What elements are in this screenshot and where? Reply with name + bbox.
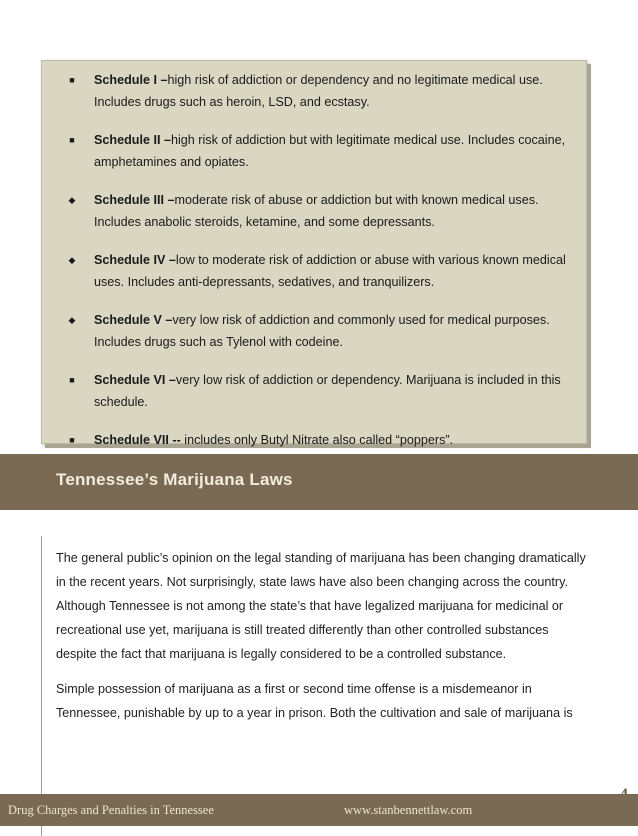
schedule-description: high risk of addiction but with legitimate medical use. Includes cocaine, amphetamines and opiates. bbox=[94, 133, 566, 169]
bullet-icon: ◆ bbox=[68, 315, 76, 325]
schedule-label: Schedule II – bbox=[94, 133, 171, 147]
bullet-icon: ■ bbox=[69, 75, 75, 85]
paragraph: The general public’s opinion on the legal standing of marijuana has been changing dramatically in the recent years. Not surprisingly, state laws have also been changing across the country. Although Tennessee is not among the state’s that have legalized marijuana for medicinal or recreational use yet, marijuana is still treated differently than other controlled substances despite the fact that marijuana is legally considered to be a controlled substance. bbox=[56, 551, 586, 661]
paragraph: Simple possession of marijuana as a first or second time offense is a misdemeanor in Tennessee, punishable by up to a year in prison. Both the cultivation and sale of marijuana is bbox=[56, 682, 573, 720]
schedule-label: Schedule III – bbox=[94, 193, 175, 207]
schedule-item-3 bbox=[67, 189, 576, 233]
bullet-icon: ◆ bbox=[68, 255, 76, 265]
drug-schedule-box bbox=[41, 60, 587, 447]
schedule-description: very low risk of addiction and commonly used for medical purposes. Includes drugs such as Tylenol with codeine. bbox=[94, 313, 550, 349]
section-header-band bbox=[0, 454, 638, 510]
schedule-label: Schedule IV – bbox=[94, 253, 176, 267]
schedule-item-6 bbox=[67, 369, 576, 413]
schedule-item-1 bbox=[67, 69, 576, 113]
left-divider bbox=[41, 536, 42, 836]
schedule-description: high risk of addiction or dependency and no legitimate medical use. Includes drugs such as heroin, LSD, and ecstasy. bbox=[94, 73, 543, 109]
schedule-item-2 bbox=[67, 129, 576, 173]
schedule-label: Schedule V – bbox=[94, 313, 173, 327]
schedule-label: Schedule I – bbox=[94, 73, 168, 87]
section-title: Tennessee’s Marijuana Laws bbox=[56, 470, 293, 489]
schedule-item-7 bbox=[67, 429, 576, 451]
footer-website: www.stanbennettlaw.com bbox=[344, 803, 473, 817]
schedule-description: includes only Butyl Nitrate also called “poppers”. bbox=[180, 433, 454, 447]
schedule-description: moderate risk of abuse or addiction but with known medical uses. Includes anabolic steroids, ketamine, and some depressants. bbox=[94, 193, 539, 229]
footer-band bbox=[0, 794, 638, 826]
schedule-label: Schedule VI – bbox=[94, 373, 176, 387]
bullet-icon: ■ bbox=[69, 135, 75, 145]
footer-document-title: Drug Charges and Penalties in Tennessee bbox=[8, 803, 214, 817]
bullet-icon: ◆ bbox=[68, 195, 76, 205]
schedule-label: Schedule VII -- bbox=[94, 433, 181, 447]
schedule-item-5 bbox=[67, 309, 576, 353]
schedule-description: low to moderate risk of addiction or abuse with various known medical uses. Includes anti-depressants, sedatives, and tranquilizers. bbox=[94, 253, 566, 289]
bullet-icon: ■ bbox=[69, 435, 75, 445]
schedule-description: very low risk of addiction or dependency. Marijuana is included in this schedule. bbox=[94, 373, 561, 409]
schedule-list bbox=[42, 61, 586, 451]
schedule-item-4 bbox=[67, 249, 576, 293]
bullet-icon: ■ bbox=[69, 375, 75, 385]
body-text bbox=[56, 546, 586, 736]
